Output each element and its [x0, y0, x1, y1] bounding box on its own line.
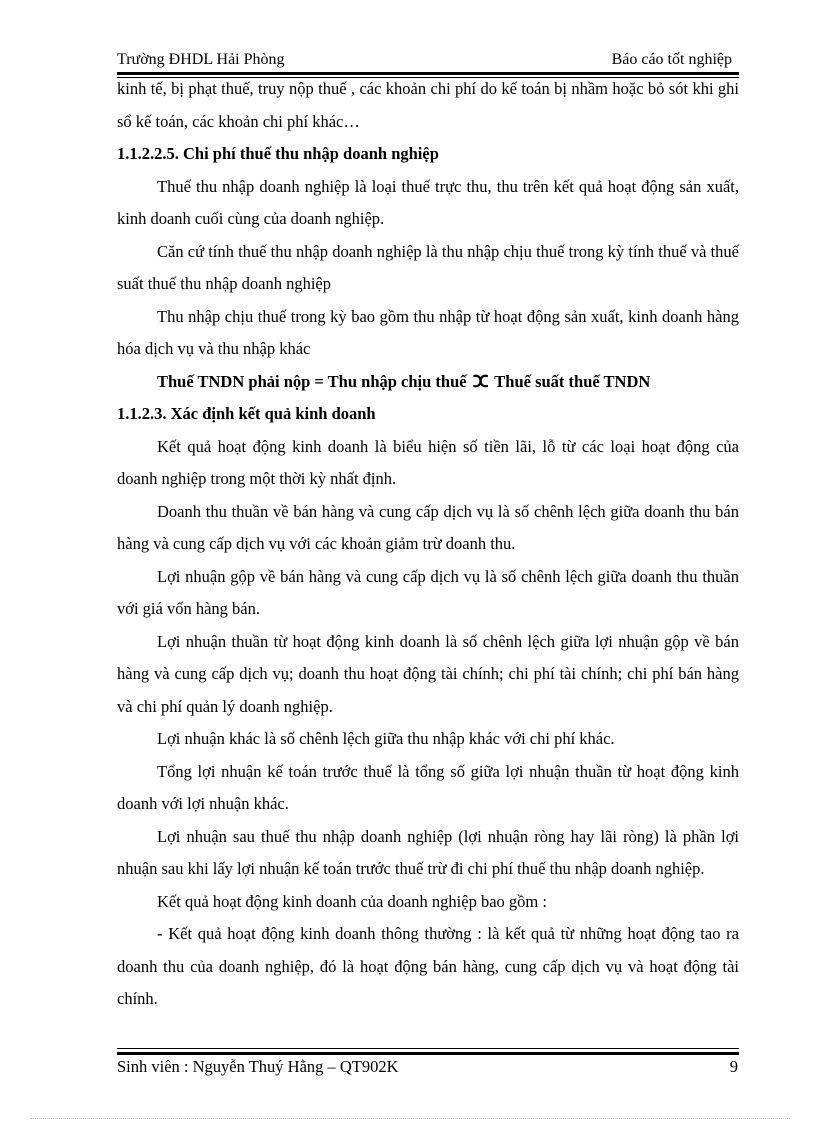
- paragraph-results-include: Kết quả hoạt động kinh doanh của doanh nghiệp bao gồm :: [157, 891, 547, 911]
- section-heading-1-1-2-2-5: 1.1.2.2.5. Chi phí thuế thu nhập doanh nghiệp: [117, 144, 439, 163]
- document-body: [117, 73, 739, 1016]
- paragraph-continuation: kinh tế, bị phạt thuế, truy nộp thuế , các khoản chi phí do kế toán bị nhầm hoặc bỏ sót khi ghi sổ kế toán, các khoản chi phí khác…: [117, 79, 739, 131]
- page-edge-divider: [30, 1118, 790, 1119]
- paragraph-tax-definition: Thuế thu nhập doanh nghiệp là loại thuế trực thu, thu trên kết quả hoạt động sản xuất, kinh doanh cuối cùng của doanh nghiệp.: [117, 176, 739, 228]
- formula-left: Thuế TNDN phải nộp = Thu nhập chịu thuế: [157, 371, 467, 391]
- header-report-title: Báo cáo tốt nghiệp: [611, 51, 732, 68]
- section-heading-1-1-2-3: 1.1.2.3. Xác định kết quả kinh doanh: [117, 404, 376, 423]
- formula-right: Thuế suất thuế TNDN: [494, 371, 651, 391]
- paragraph-ordinary-results: - Kết quả hoạt động kinh doanh thông thường : là kết quả từ những hoạt động tao ra doanh thu của doanh nghiệp, đó là hoạt động bán hàng, cung cấp dịch vụ và hoạt động tài chính.: [117, 924, 739, 1008]
- paragraph-operating-profit: Lợi nhuận thuần từ hoạt động kinh doanh là số chênh lệch giữa lợi nhuận gộp về bán hàng và cung cấp dịch vụ; doanh thu hoạt động tài chính; chi phí tài chính; chi phí bán hàng và chi phí quản lý doanh nghiệp.: [117, 631, 739, 716]
- header-school: Trường ĐHDL Hải Phòng: [117, 51, 285, 68]
- footer-rule-thin: [117, 1048, 739, 1049]
- paragraph-pretax-profit: Tổng lợi nhuận kế toán trước thuế là tổng số giữa lợi nhuận thuần từ hoạt động kinh doanh với lợi nhuận khác.: [117, 761, 739, 813]
- paragraph-taxable-income: Thu nhập chịu thuế trong kỳ bao gồm thu nhập từ hoạt động sản xuất, kinh doanh hàng hóa dịch vụ và thu nhập khác: [117, 306, 739, 358]
- paragraph-tax-basis: Căn cứ tính thuế thu nhập doanh nghiệp là thu nhập chịu thuế trong kỳ tính thuế và thuế suất thuế thu nhập doanh nghiệp: [117, 241, 739, 293]
- page-number: 9: [729, 1057, 738, 1076]
- footer-student: Sinh viên : Nguyễn Thuý Hằng – QT902K: [117, 1057, 399, 1076]
- tax-formula: [117, 366, 739, 399]
- paragraph-other-profit: Lợi nhuận khác là số chênh lệch giữa thu nhập khác với chi phí khác.: [157, 729, 615, 748]
- footer-rule-thick: [117, 1052, 739, 1055]
- paragraph-business-result: Kết quả hoạt động kinh doanh là biểu hiện số tiền lãi, lỗ từ các loại hoạt động của doanh nghiệp trong một thời kỳ nhất định.: [117, 436, 739, 488]
- paragraph-aftertax-profit: Lợi nhuận sau thuế thu nhập doanh nghiệp (lợi nhuận ròng hay lãi ròng) là phần lợi nhuận sau khi lấy lợi nhuận kế toán trước thuế trừ đi chi phí thuế thu nhập doanh nghiệp.: [117, 826, 739, 878]
- paragraph-net-revenue: Doanh thu thuần về bán hàng và cung cấp dịch vụ là số chênh lệch giữa doanh thu bán hàng và cung cấp dịch vụ với các khoản giảm trừ doanh thu.: [117, 501, 739, 553]
- multiply-symbol-icon: ⵋ: [472, 371, 489, 391]
- paragraph-gross-profit: Lợi nhuận gộp về bán hàng và cung cấp dịch vụ là số chênh lệch giữa doanh thu thuần với giá vốn hàng bán.: [117, 566, 739, 618]
